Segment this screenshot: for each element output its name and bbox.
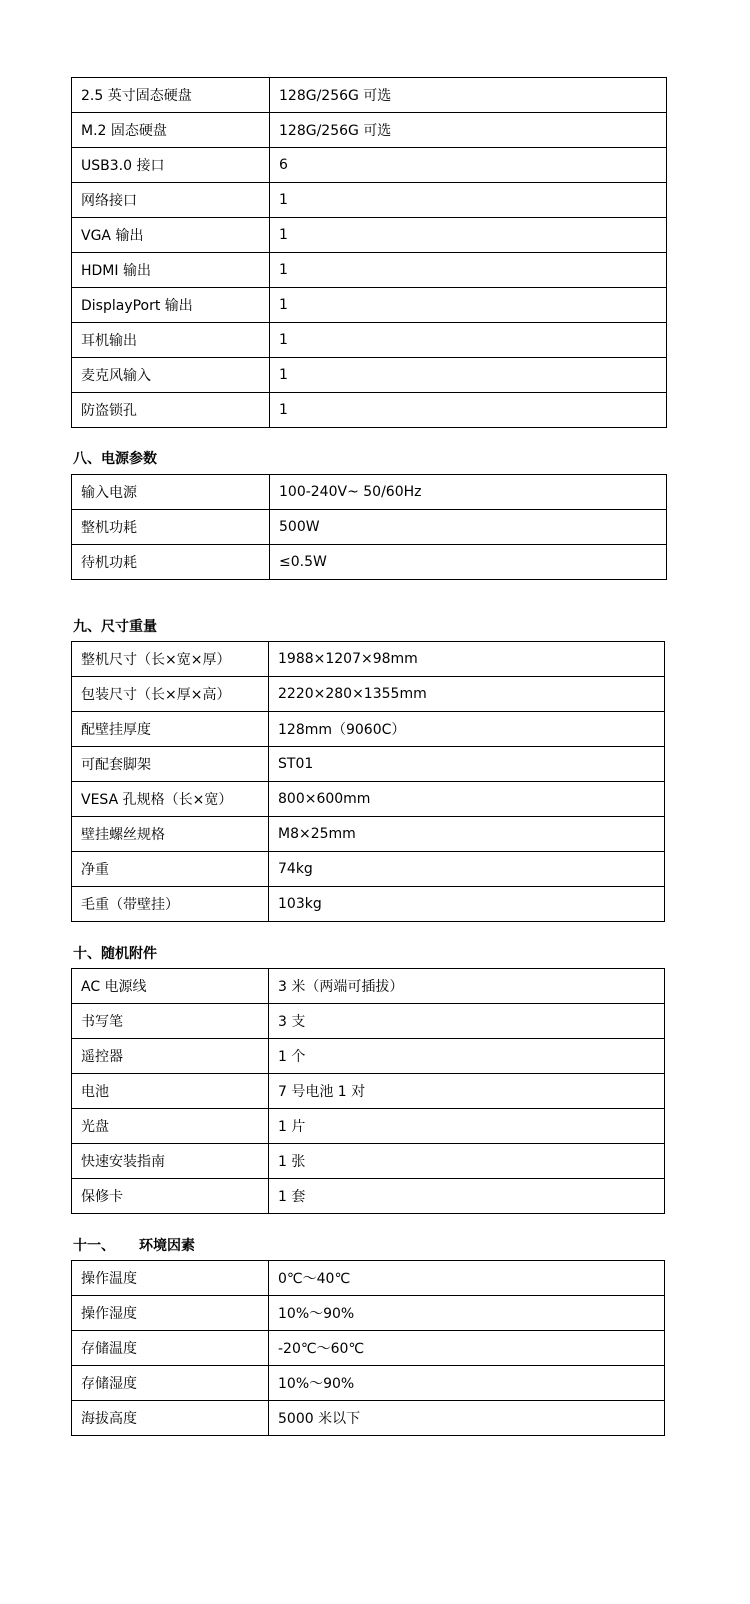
section-8-heading: 八、电源参数 [73,451,157,467]
spec-value-cell: 1 个 [269,1039,665,1074]
table-row [72,747,665,782]
ports-table [71,77,667,428]
spec-label-cell: 书写笔 [72,1004,269,1039]
table-row [72,969,665,1004]
table-row [72,510,667,545]
spec-label-cell: 壁挂螺丝规格 [72,817,269,852]
spec-value-cell: 1 [270,358,667,393]
spec-label-cell: 毛重（带壁挂） [72,887,269,922]
spec-value-cell: 0℃～40℃ [269,1261,665,1296]
table-row [72,852,665,887]
table-row [72,887,665,922]
environment-table [71,1260,665,1436]
size-weight-table [71,641,665,922]
spec-value-cell: ST01 [269,747,665,782]
spec-label-cell: 配壁挂厚度 [72,712,269,747]
environment-table-body [72,1261,665,1436]
spec-value-cell: 1 张 [269,1144,665,1179]
spec-value-cell: 128G/256G 可选 [270,113,667,148]
spec-label-cell: 电池 [72,1074,269,1109]
spec-label-cell: 网络接口 [72,183,270,218]
table-row [72,712,665,747]
spec-value-cell: 1 [270,183,667,218]
spec-label-cell: 包装尺寸（长×厚×高） [72,677,269,712]
table-row [72,677,665,712]
spec-label-cell: HDMI 输出 [72,253,270,288]
table-row [72,475,667,510]
section-11-title: 环境因素 [139,1238,195,1254]
spec-value-cell: 128G/256G 可选 [270,78,667,113]
table-row [72,1144,665,1179]
spec-value-cell: 3 支 [269,1004,665,1039]
power-table-block [71,474,667,580]
spec-label-cell: 存储温度 [72,1331,269,1366]
spec-label-cell: AC 电源线 [72,969,269,1004]
size-weight-table-block [71,641,665,922]
spec-value-cell: ≤0.5W [270,545,667,580]
spec-label-cell: VGA 输出 [72,218,270,253]
section-10-heading: 十、随机附件 [73,946,157,962]
spec-value-cell: 10%～90% [269,1296,665,1331]
spec-value-cell: 500W [270,510,667,545]
spec-label-cell: 净重 [72,852,269,887]
spec-label-cell: 光盘 [72,1109,269,1144]
spec-label-cell: 整机功耗 [72,510,270,545]
spec-label-cell: 遥控器 [72,1039,269,1074]
spec-value-cell: 1 片 [269,1109,665,1144]
spec-label-cell: 输入电源 [72,475,270,510]
spec-label-cell: 麦克风输入 [72,358,270,393]
table-row [72,545,667,580]
spec-value-cell: 3 米（两端可插拔） [269,969,665,1004]
spec-label-cell: 保修卡 [72,1179,269,1214]
ports-table-body [72,78,667,428]
spec-value-cell: 5000 米以下 [269,1401,665,1436]
spec-value-cell: 100-240V~ 50/60Hz [270,475,667,510]
spec-value-cell: 74kg [269,852,665,887]
table-row [72,1109,665,1144]
power-table-body [72,475,667,580]
table-row [72,817,665,852]
size-weight-table-body [72,642,665,922]
table-row [72,1331,665,1366]
table-row [72,1039,665,1074]
spec-value-cell: 1 [270,253,667,288]
spec-label-cell: 2.5 英寸固态硬盘 [72,78,270,113]
spec-value-cell: 1 [270,323,667,358]
table-row [72,358,667,393]
table-row [72,183,667,218]
spec-label-cell: M.2 固态硬盘 [72,113,270,148]
spec-label-cell: 存储湿度 [72,1366,269,1401]
table-row [72,1004,665,1039]
spec-label-cell: 防盗锁孔 [72,393,270,428]
spec-label-cell: 海拔高度 [72,1401,269,1436]
table-row [72,78,667,113]
spec-label-cell: VESA 孔规格（长×宽） [72,782,269,817]
spec-value-cell: 1 [270,218,667,253]
spec-label-cell: USB3.0 接口 [72,148,270,183]
power-table [71,474,667,580]
spec-value-cell: 103kg [269,887,665,922]
table-row [72,1296,665,1331]
table-row [72,782,665,817]
section-11-heading [73,1235,195,1255]
spec-value-cell: 2220×280×1355mm [269,677,665,712]
spec-label-cell: 整机尺寸（长×宽×厚） [72,642,269,677]
table-row [72,253,667,288]
table-row [72,1179,665,1214]
spec-value-cell: 6 [270,148,667,183]
accessories-table [71,968,665,1214]
environment-table-block [71,1260,665,1436]
ports-table-block [71,77,667,428]
table-row [72,323,667,358]
spec-value-cell: 1 套 [269,1179,665,1214]
spec-value-cell: 800×600mm [269,782,665,817]
table-row [72,1401,665,1436]
spec-value-cell: 7 号电池 1 对 [269,1074,665,1109]
table-row [72,642,665,677]
spec-value-cell: 10%～90% [269,1366,665,1401]
table-row [72,218,667,253]
spec-value-cell: 128mm（9060C） [269,712,665,747]
table-row [72,1074,665,1109]
spec-value-cell: 1 [270,393,667,428]
spec-label-cell: 可配套脚架 [72,747,269,782]
table-row [72,1261,665,1296]
accessories-table-body [72,969,665,1214]
spec-label-cell: 快速安装指南 [72,1144,269,1179]
section-11-number: 十一、 [73,1238,115,1254]
table-row [72,113,667,148]
table-row [72,148,667,183]
spec-label-cell: 操作湿度 [72,1296,269,1331]
spec-value-cell: -20℃～60℃ [269,1331,665,1366]
spec-value-cell: M8×25mm [269,817,665,852]
spec-label-cell: 耳机输出 [72,323,270,358]
spec-label-cell: 待机功耗 [72,545,270,580]
spec-label-cell: 操作温度 [72,1261,269,1296]
spec-label-cell: DisplayPort 输出 [72,288,270,323]
spec-value-cell: 1 [270,288,667,323]
section-9-heading: 九、尺寸重量 [73,619,157,635]
spec-value-cell: 1988×1207×98mm [269,642,665,677]
accessories-table-block [71,968,665,1214]
table-row [72,1366,665,1401]
table-row [72,288,667,323]
table-row [72,393,667,428]
